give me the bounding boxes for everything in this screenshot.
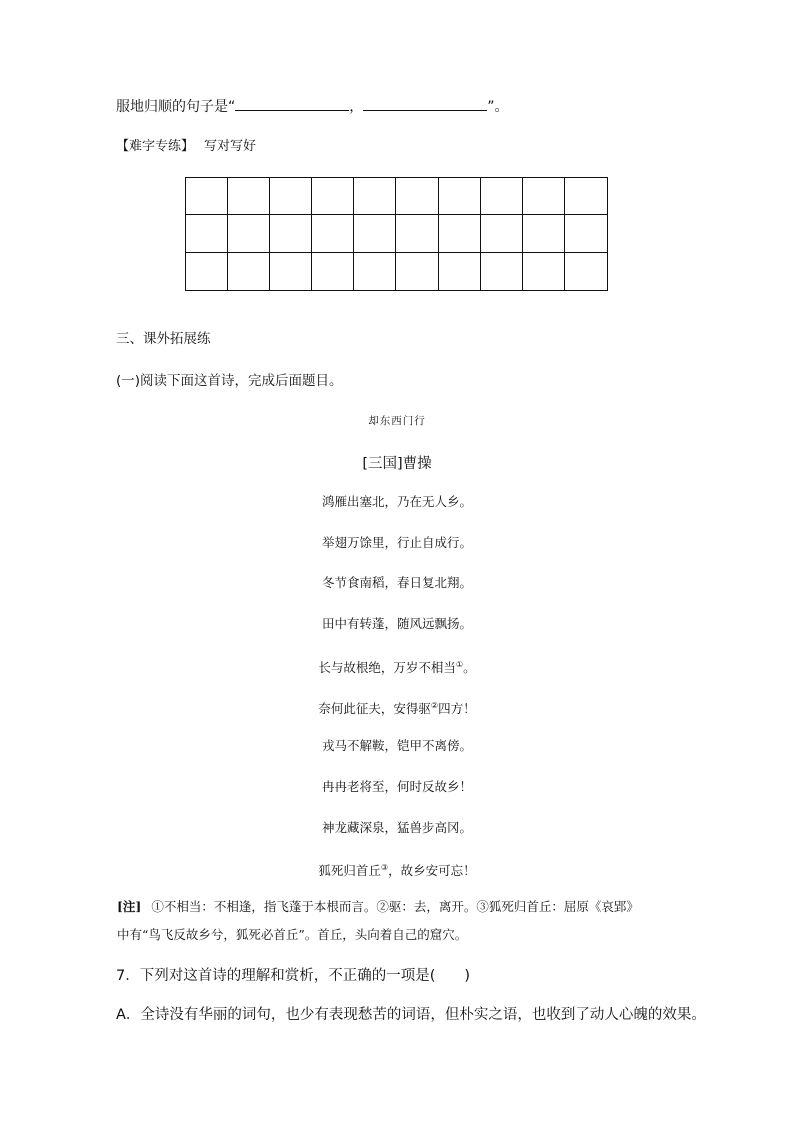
notes-line-1 — [117, 899, 639, 915]
poem-line-rest: 。 — [463, 659, 476, 675]
grid-cell[interactable] — [354, 253, 396, 290]
fill-in-sentence — [116, 96, 509, 116]
poem-author: [三国]曹操 — [362, 456, 432, 472]
poem-line-text: 鸿雁出塞北，乃在无人乡。 — [321, 494, 472, 509]
poem-line-text: 戎马不解鞍，铠甲不离傍。 — [321, 738, 472, 754]
grid-cell[interactable] — [439, 215, 481, 252]
grid-cell[interactable] — [481, 215, 523, 252]
grid-cell[interactable] — [523, 215, 565, 252]
poem-line-rest: 四方！ — [438, 700, 476, 716]
grid-cell[interactable] — [481, 253, 523, 290]
grid-cell[interactable] — [481, 178, 523, 215]
grid-cell[interactable] — [186, 215, 228, 252]
poem-line-text: 长与故根绝，万岁不相当 — [318, 659, 456, 675]
poem-line — [0, 860, 794, 879]
grid-cell[interactable] — [228, 215, 270, 252]
poem-line-text: 狐死归首丘 — [318, 863, 381, 879]
poem-line — [0, 698, 794, 717]
footnote-marker: ① — [455, 659, 464, 669]
grid-cell[interactable] — [354, 215, 396, 252]
grid-cell[interactable] — [228, 178, 270, 215]
poem-line — [0, 820, 794, 836]
poem-line — [0, 494, 794, 510]
poem-line — [0, 575, 794, 591]
sentence-prefix: 服地归顺的句子是“ — [116, 99, 236, 115]
poem-line-text: 举翅万馀里，行止自成行。 — [321, 534, 472, 550]
grid-cell[interactable] — [312, 178, 354, 215]
poem-line — [0, 738, 794, 754]
writing-grid[interactable] — [185, 177, 608, 291]
practice-heading — [116, 138, 256, 156]
grid-cell[interactable] — [186, 178, 228, 215]
sentence-separator: ， — [349, 99, 364, 115]
practice-instruction: 写对写好 — [204, 139, 257, 154]
notes-text-1: ①不相当：不相逢，指飞蓬于本根而言。②驱：去，离开。③狐死归首丘：屈原《哀郢》 — [151, 899, 639, 914]
poem-line-text: 奈何此征夫，安得驱 — [318, 700, 431, 716]
grid-cell[interactable] — [523, 253, 565, 290]
footnote-marker: ② — [430, 700, 439, 710]
poem-line-text: 神龙藏深泉，猛兽步高冈。 — [321, 819, 472, 835]
notes-label: [注] — [117, 899, 142, 914]
grid-cell[interactable] — [228, 253, 270, 290]
subsection-heading: (一)阅读下面这首诗，完成后面题目。 — [116, 373, 343, 389]
grid-cell[interactable] — [312, 215, 354, 252]
grid-cell[interactable] — [396, 215, 438, 252]
poem-line-text: 冉冉老将至，何时反故乡！ — [321, 778, 472, 794]
grid-cell[interactable] — [439, 253, 481, 290]
section-heading: 三、课外拓展练 — [116, 331, 211, 347]
grid-cell[interactable] — [270, 178, 312, 215]
poem-line — [0, 616, 794, 632]
notes-line-2: 中有“鸟飞反故乡兮，狐死必首丘”。首丘，头向着自己的窟穴。 — [117, 927, 468, 942]
poem-line-text: 冬节食南稻，春日复北翔。 — [321, 575, 472, 591]
grid-cell[interactable] — [565, 215, 607, 252]
grid-cell[interactable] — [396, 253, 438, 290]
sentence-suffix: ”。 — [487, 99, 509, 115]
answer-blank-1[interactable] — [235, 96, 349, 111]
poem-line-text: 田中有转蓬，随风远飘扬。 — [321, 616, 472, 632]
grid-cell[interactable] — [186, 253, 228, 290]
poem-line — [0, 657, 794, 676]
answer-blank-2[interactable] — [363, 96, 487, 111]
poem-line-rest: ，故乡安可忘！ — [388, 863, 476, 879]
grid-cell[interactable] — [565, 253, 607, 290]
grid-cell[interactable] — [270, 215, 312, 252]
grid-cell[interactable] — [523, 178, 565, 215]
question-7: 7．下列对这首诗的理解和赏析，不正确的一项是( ) — [116, 968, 471, 984]
grid-cell[interactable] — [565, 178, 607, 215]
practice-label: 【难字专练】 — [116, 139, 195, 154]
grid-cell[interactable] — [439, 178, 481, 215]
footnote-marker: ③ — [380, 863, 389, 873]
grid-cell[interactable] — [270, 253, 312, 290]
option-a[interactable]: A．全诗没有华丽的词句，也少有表现愁苦的词语，但朴实之语，也收到了动人心魄的效果。 — [116, 1007, 706, 1023]
poem-title: 却东西门行 — [368, 415, 426, 427]
grid-cell[interactable] — [354, 178, 396, 215]
poem-line — [0, 535, 794, 551]
poem-line — [0, 779, 794, 795]
grid-cell[interactable] — [312, 253, 354, 290]
grid-cell[interactable] — [396, 178, 438, 215]
